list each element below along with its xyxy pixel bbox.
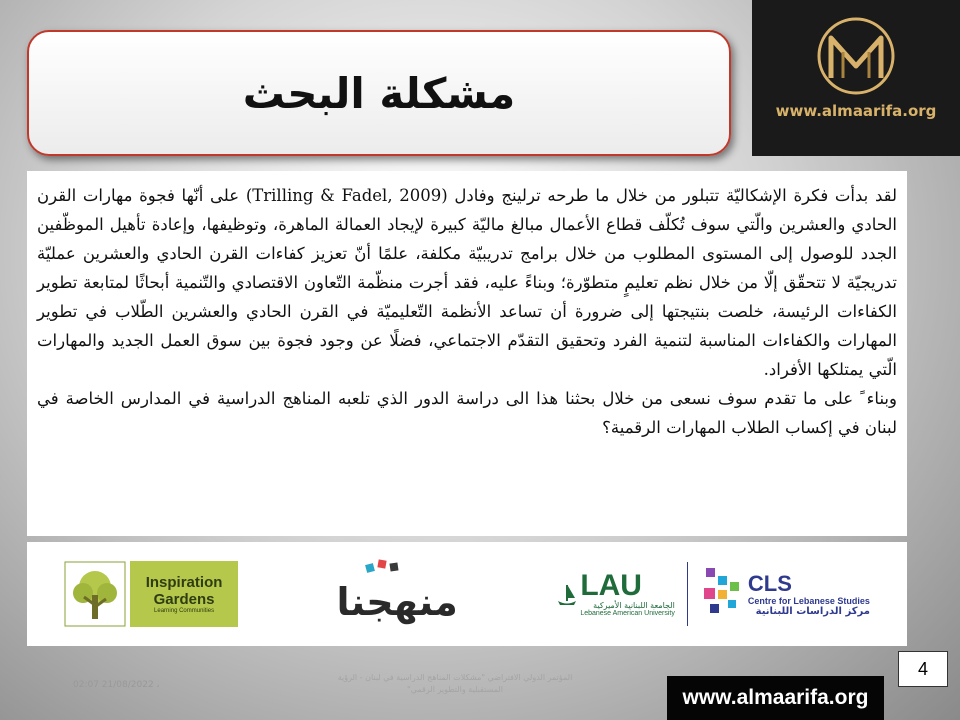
manhajna-logo [312, 552, 482, 636]
logo-divider [687, 562, 688, 626]
body-text-box [27, 171, 907, 536]
lau-english: Lebanese American University [580, 610, 675, 617]
cls-english: Centre for Lebanese Studies [747, 595, 870, 606]
inspiration-tagline: Learning Communities [154, 608, 215, 614]
inspiration-name: Inspiration [145, 574, 223, 591]
lau-cls-logos [556, 562, 870, 626]
inspiration-gardens-wordmark [130, 561, 238, 627]
partner-logos-strip [27, 542, 907, 646]
lau-arabic: الجامعة اللبنانية الأميركية [593, 601, 675, 610]
almaarifa-logo [752, 0, 960, 156]
cls-abbr: CLS [747, 570, 792, 596]
footer-conference-line2: المستقبلية والتطوير الرقمي" [407, 685, 503, 694]
cls-squares-icon [700, 566, 744, 622]
slide-title: مشكلة البحث [242, 68, 516, 118]
inspiration-name2: Gardens [153, 591, 215, 608]
lau-ship-icon [556, 581, 578, 607]
footer-url-banner[interactable]: www.almaarifa.org [667, 676, 884, 720]
footer-conference-line1: المؤتمر الدولي الافتراضي "مشكلات المناهج الدراسية في لبنان - الرؤية [337, 673, 573, 682]
page-number: 4 [898, 651, 948, 687]
lau-abbr: LAU [580, 569, 642, 602]
inspiration-gardens-logo [64, 561, 238, 627]
tree-icon [64, 561, 126, 627]
colored-squares-icon [364, 556, 414, 576]
footer-datetime: 02:07 21/08/2022 ، [73, 680, 160, 690]
cls-arabic: مركز الدراسات اللبنانية [755, 605, 870, 617]
body-paragraph-1: لقد بدأت فكرة الإشكاليّة تتبلور من خلال ما طرحه ترلينج وفادل (Trilling & Fadel, 2009) على أنّها فجوة مهارات القرن الحادي والعشرين والّتي سوف تُكلّف قطاع الأعمال مبالغ ماليّة كبيرة لإيجاد العمالة الماهرة، وتوظيفها، وإعادة تأهيل الموظّفين الجدد للوصول إلى المستوى المطلوب من خلال برامج تدريبيّة مكلفة، علمًا أنّ تعزيز كفاءات القرن الحادي والعشرين عمليّة تدريجيّة لا تتحقّق إلّا من خلال نظم تعليمٍ متطوّرة؛ وبناءً عليه، فقد أجرت منظّمة التّعاون الاقتصادي والتّنمية أبحاثًا لمتابعة تطوير الكفاءات الرئيسة، خلصت بنتيجتها إلى ضرورة أن تساعد الأنظمة التّعليميّة في القرن الحادي والعشرين الطّلاب في تطوير المهارات والكفاءات المناسبة لتنمية الفرد وتحقيق التقدّم الاجتماعي، فضلًا عن وجود فجوة بين سوق العمل الجديد والمهارات الّتي يمتلكها الأفراد. [37, 186, 898, 379]
cls-wordmark [748, 572, 870, 617]
lau-wordmark [580, 571, 675, 617]
body-paragraph-2: وبناء ً على ما تقدم سوف نسعى من خلال بحثنا هذا الى دراسة الدور الذي تلعبه المناهج الدراسية في المدارس الخاصة في لبنان في إكساب الطلاب المهارات الرقمية؟ [37, 389, 897, 437]
logo-url-text: www.almaarifa.org [775, 102, 937, 120]
footer-conference [330, 672, 580, 696]
slide-title-banner [27, 30, 731, 156]
manhajna-text: منهجنا [336, 580, 458, 624]
almaarifa-monogram-icon [801, 16, 911, 96]
